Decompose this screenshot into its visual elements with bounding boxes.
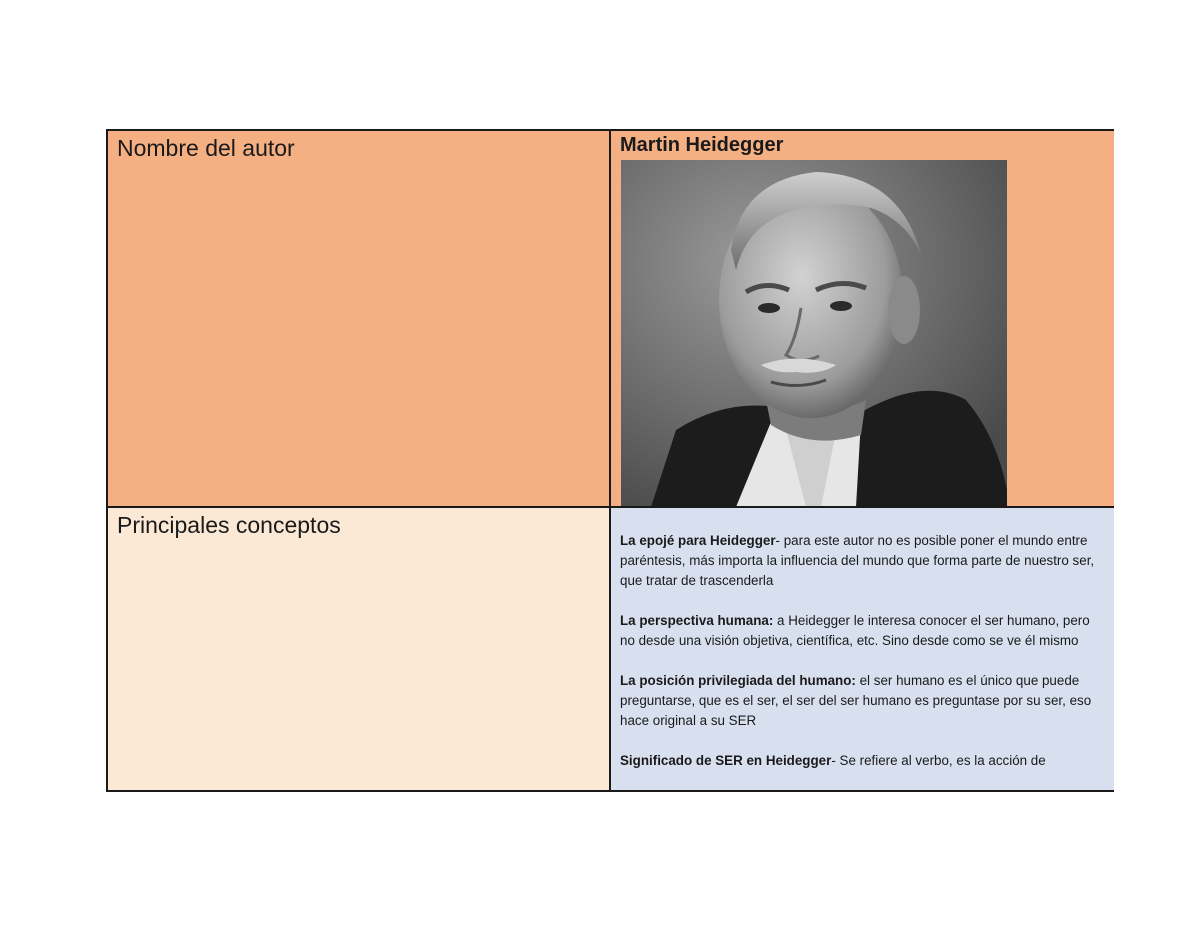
author-value-cell [611,131,1114,508]
author-table [106,129,1114,792]
concepts-cell [611,508,1114,790]
concept-paragraph [620,531,1104,591]
concept-text: para este autor no es posible poner el mundo entre paréntesis, más importa la influencia del mundo que forma parte de nuestro ser, que tratar de trascenderla [620,533,1095,588]
concepts-label: Principales conceptos [117,512,341,538]
concept-text: a Heidegger le interesa conocer el ser humano, pero no desde una visión objetiva, científica, etc. Sino desde como se ve él mismo [620,613,1090,648]
concept-text: el ser humano es el único que puede preguntarse, que es el ser, el ser del ser humano es preguntase por su ser, eso hace original a su SER [620,673,1092,728]
concept-term: La perspectiva humana: [620,613,774,628]
concept-term: La epojé para Heidegger [620,533,776,548]
concepts-label-cell [108,508,611,790]
concepts-list [620,531,1104,790]
concept-paragraph [620,751,1104,771]
concept-separator: - [831,753,840,768]
author-label: Nombre del autor [117,135,295,161]
author-label-cell [108,131,611,508]
concept-term: Significado de SER en Heidegger [620,753,832,768]
author-portrait-image [621,160,1007,507]
author-name: Martin Heidegger [620,134,784,156]
concept-separator: - [775,533,784,548]
concept-paragraph [620,611,1104,651]
concept-paragraph [620,671,1104,731]
concept-text: Se refiere al verbo, es la acción de [839,753,1046,768]
concept-term: La posición privilegiada del humano: [620,673,856,688]
